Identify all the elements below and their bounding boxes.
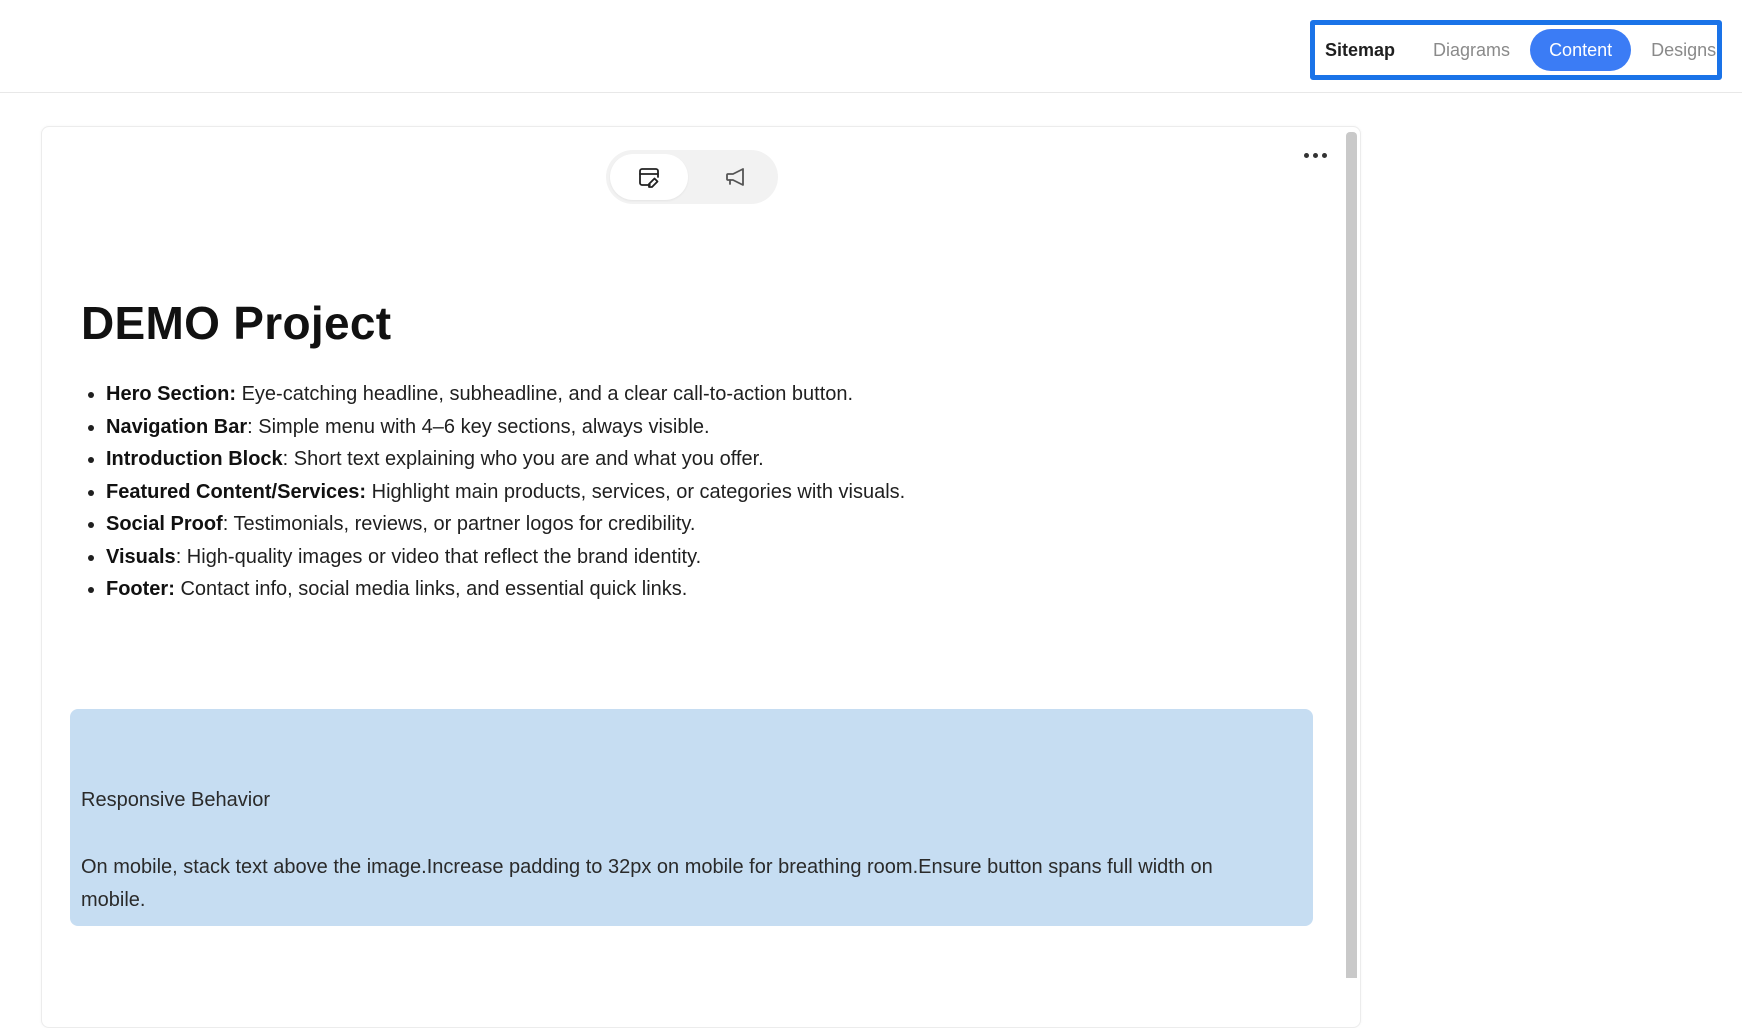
tab-diagrams[interactable]: Diagrams [1433,40,1511,60]
list-item-term: Footer: [106,578,175,600]
list-item [106,411,905,444]
top-bar [0,0,1742,93]
more-horizontal-icon [1304,153,1309,158]
page-title: DEMO Project [81,297,392,349]
list-item-text: : High-quality images or video that reflect the brand identity. [175,545,702,568]
responsive-note-block[interactable] [70,709,1313,926]
list-item-term: Hero Section: [106,383,237,405]
tab-sitemap[interactable]: Sitemap [1325,40,1396,60]
list-item-term: Visuals [106,545,176,568]
announce-mode-button[interactable] [696,154,774,200]
list-item [106,541,905,574]
note-title: Responsive Behavior [81,789,270,811]
edit-note-icon [637,165,661,189]
list-item-term: Social Proof [106,513,223,535]
feature-list [81,378,905,606]
note-body: On mobile, stack text above the image.Increase padding to 32px on mobile for breathing room.Ensure button spans full width on mobile. [81,856,1213,911]
more-horizontal-icon [1322,153,1327,158]
list-item [106,508,905,541]
list-item-text: : Simple menu with 4–6 key sections, always visible. [247,415,710,438]
list-item-term: Navigation Bar [106,415,248,438]
tab-content[interactable]: Content [1530,29,1631,71]
list-item [106,476,905,509]
list-item [106,573,905,606]
mode-toggle [606,150,778,204]
list-item-text: : Short text explaining who you are and what you offer. [282,448,764,470]
list-item-term: Introduction Block [106,448,283,470]
more-horizontal-icon [1313,153,1318,158]
tab-designs[interactable]: Designs [1651,40,1717,60]
list-item-term: Featured Content/Services: [106,480,367,503]
view-switcher [1310,20,1722,80]
megaphone-icon [723,165,747,189]
list-item-text: Eye-catching headline, subheadline, and a clear call-to-action button. [236,383,854,405]
list-item-text: : Testimonials, reviews, or partner logos for credibility. [222,513,696,535]
list-item-text: Contact info, social media links, and essential quick links. [174,578,688,600]
more-options-button[interactable] [1300,146,1330,164]
panel-scrollbar[interactable] [1346,132,1357,978]
list-item [106,443,905,476]
list-item-text: Highlight main products, services, or categories with visuals. [366,480,906,503]
list-item [106,378,905,411]
edit-mode-button[interactable] [610,154,688,200]
